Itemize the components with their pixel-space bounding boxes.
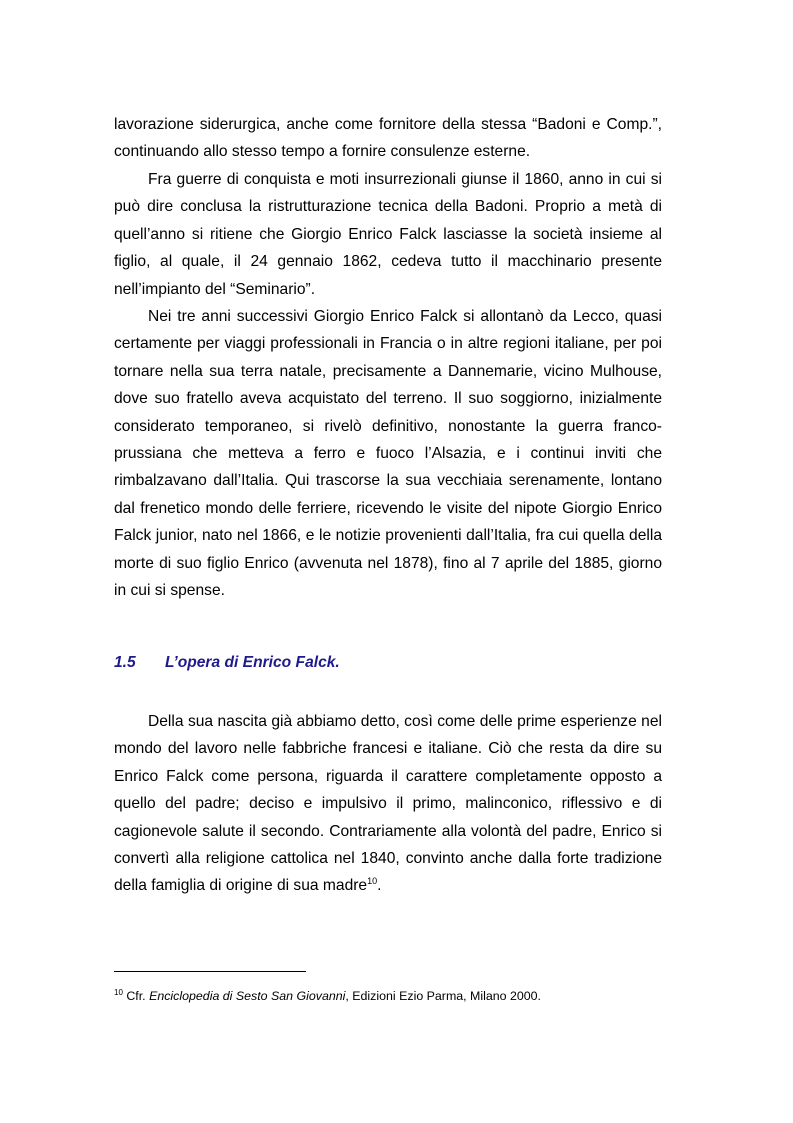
footnote-reference[interactable]: 10 bbox=[367, 876, 378, 887]
footnote-separator bbox=[114, 971, 306, 972]
footnote-source-title: Enciclopedia di Sesto San Giovanni bbox=[149, 989, 346, 1003]
footnote-source-details: , Edizioni Ezio Parma, Milano 2000. bbox=[345, 989, 541, 1003]
paragraph-1860-restructuring: Fra guerre di conquista e moti insurrezionali giunse il 1860, anno in cui si può dire conclusa la ristrutturazione tecnica della Badoni. Proprio a metà di quell’anno si ritiene che Giorgio Enrico Falck lasciasse la società insieme al figlio, al quale, il 24 gennaio 1862, cedeva tutto il macchinario presente nell’impianto del “Seminario”. bbox=[114, 171, 662, 298]
paragraph-enrico-falck-end: . bbox=[377, 877, 382, 895]
footnote-prefix: Cfr. bbox=[122, 989, 150, 1003]
section-heading bbox=[114, 649, 662, 676]
footnote-marker: 10 bbox=[114, 988, 123, 997]
section-number: 1.5 bbox=[114, 654, 136, 671]
paragraph-enrico-falck bbox=[114, 708, 662, 900]
paragraph-continuation: lavorazione siderurgica, anche come fornitore della stessa “Badoni e Comp.”, continuando allo stesso tempo a fornire consulenze esterne. bbox=[114, 116, 662, 161]
document-page bbox=[114, 0, 662, 1123]
paragraph-falck-later-years: Nei tre anni successivi Giorgio Enrico Falck si allontanò da Lecco, quasi certamente per viaggi professionali in Francia o in altre regioni italiane, per poi tornare nella sua terra natale, precisamente a Dannemarie, vicino Mulhouse, dove suo fratello aveva acquistato del terreno. Il suo soggiorno, inizialmente considerato temporaneo, si rivelò definitivo, nonostante la guerra franco-prussiana che metteva a ferro e fuoco l’Alsazia, e i continui inviti che rimbalzavano dall’Italia. Qui trascorse la sua vecchiaia serenamente, lontano dal frenetico mondo delle ferriere, ricevendo le visite del nipote Giorgio Enrico Falck junior, nato nel 1866, e le notizie provenienti dall’Italia, fra cui quella della morte di suo figlio Enrico (avvenuta nel 1878), fino al 7 aprile del 1885, giorno in cui si spense. bbox=[114, 308, 662, 600]
footnote bbox=[114, 987, 662, 1005]
section-title: L’opera di Enrico Falck. bbox=[165, 654, 340, 671]
paragraph-enrico-falck-text: Della sua nascita già abbiamo detto, così come delle prime esperienze nel mondo del lavoro nelle fabbriche francesi e italiane. Ciò che resta da dire su Enrico Falck come persona, riguarda il carattere completamente opposto a quello del padre; deciso e impulsivo il primo, malinconico, riflessivo e di cagionevole salute il secondo. Contrariamente alla volontà del padre, Enrico si convertì alla religione cattolica nel 1840, convinto anche dalla forte tradizione della famiglia di origine di sua madre bbox=[114, 713, 662, 895]
